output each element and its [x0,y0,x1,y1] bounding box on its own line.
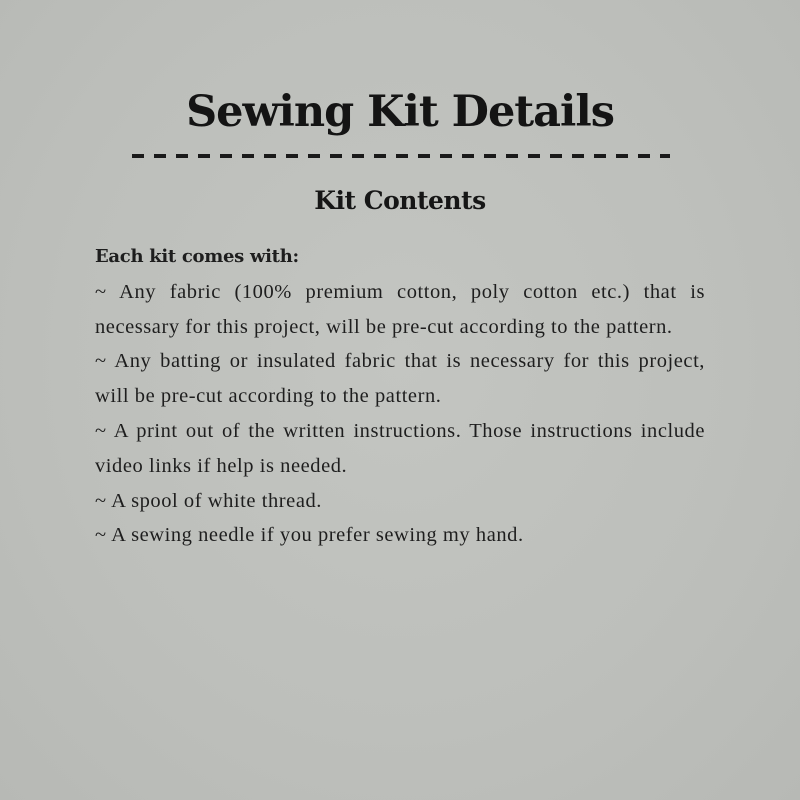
list-item: ~ Any fabric (100% premium cotton, poly cotton etc.) that is necessary for this project, will be pre-cut according to the pattern. [95,280,705,338]
page-title: Sewing Kit Details [186,87,614,137]
section-heading: Kit Contents [314,186,486,215]
list-item: ~ A sewing needle if you prefer sewing my hand. [95,524,524,547]
kit-contents-body [95,240,705,553]
list-item: ~ Any batting or insulated fabric that is necessary for this project, will be pre-cut according to the pattern. [95,350,705,408]
list-item: ~ A print out of the written instructions. Those instructions include video links if help is needed. [95,419,705,477]
list-item: ~ A spool of white thread. [95,489,322,512]
dashed-divider [132,154,670,158]
intro-text: Each kit comes with: [95,246,299,267]
